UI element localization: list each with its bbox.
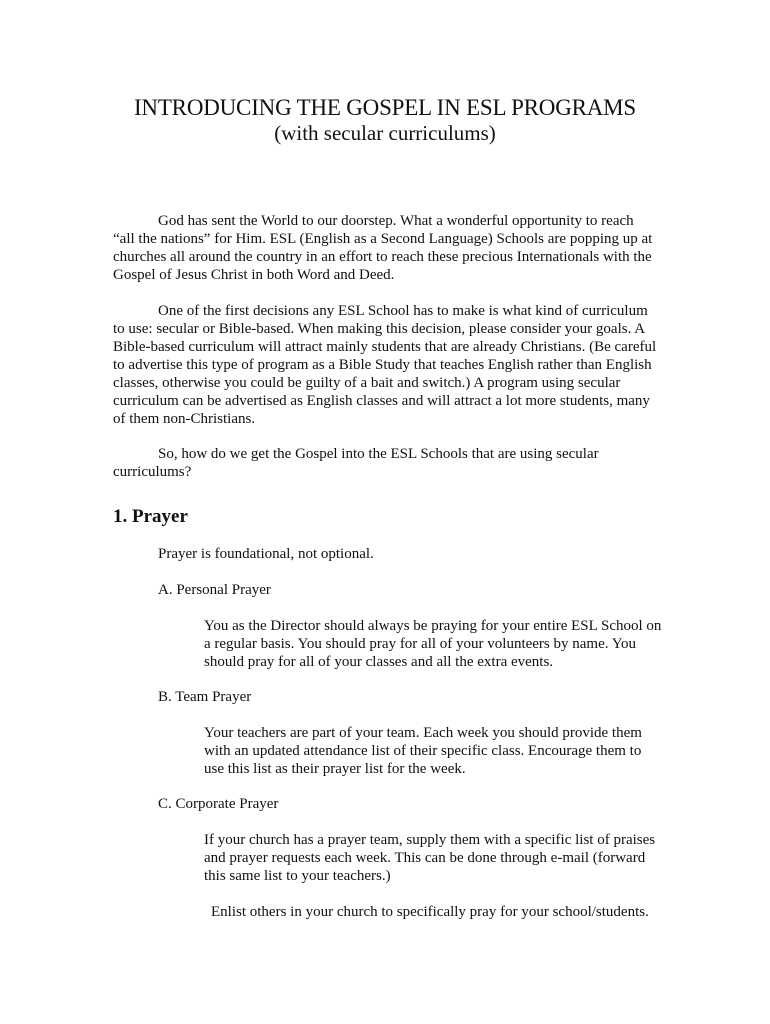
closing-line: Enlist others in your church to specifically pray for your school/students. — [211, 904, 649, 920]
intro-paragraph-1-text: God has sent the World to our doorstep. What a wonderful opportunity to reach “all the nations” for Him. ESL (English as a Second Language) Schools are popping up at churches all around the country in an effort to reach these precious Internationals with the Gospel of Jesus Christ in both Word and Deed. — [113, 213, 653, 283]
item-text-personal-prayer: You as the Director should always be praying for your entire ESL School on a regular basis. You should pray for all of your volunteers by name. You should pray for all of your classes and all the extra events. — [204, 618, 662, 670]
section-heading-prayer: 1. Prayer — [113, 506, 188, 527]
item-label-personal-prayer: A. Personal Prayer — [158, 582, 271, 598]
item-label-team-prayer: B. Team Prayer — [158, 689, 252, 705]
intro-paragraph-1 — [113, 212, 658, 284]
intro-paragraph-3-text: So, how do we get the Gospel into the ESL Schools that are using secular curriculums? — [113, 446, 599, 480]
document-subtitle: (with secular curriculums) — [274, 121, 496, 145]
section-lead: Prayer is foundational, not optional. — [158, 546, 374, 562]
item-text-corporate-prayer: If your church has a prayer team, supply them with a specific list of praises and prayer requests each week. This can be done through e-mail (forward this same list to your teachers.) — [204, 832, 656, 884]
item-text-team-prayer: Your teachers are part of your team. Each week you should provide them with an updated attendance list of their specific class. Encourage them to use this list as their prayer list for the week. — [204, 725, 642, 777]
intro-paragraph-3 — [113, 445, 658, 481]
intro-paragraph-2 — [113, 302, 658, 428]
intro-paragraph-2-text: One of the first decisions any ESL School has to make is what kind of curriculum to use: secular or Bible-based. When making this decision, please consider your goals. A Bible-based curriculum will attract mainly students that are already Christians. (Be careful to advertise this type of program as a Bible Study that teaches English rather than English classes, otherwise you could be guilty of a bait and switch.) A program using secular curriculum can be advertised as English classes and will attract a lot more students, many of them non-Christians. — [113, 303, 657, 427]
document-title: INTRODUCING THE GOSPEL IN ESL PROGRAMS — [133, 95, 637, 120]
item-label-corporate-prayer: C. Corporate Prayer — [158, 796, 279, 812]
